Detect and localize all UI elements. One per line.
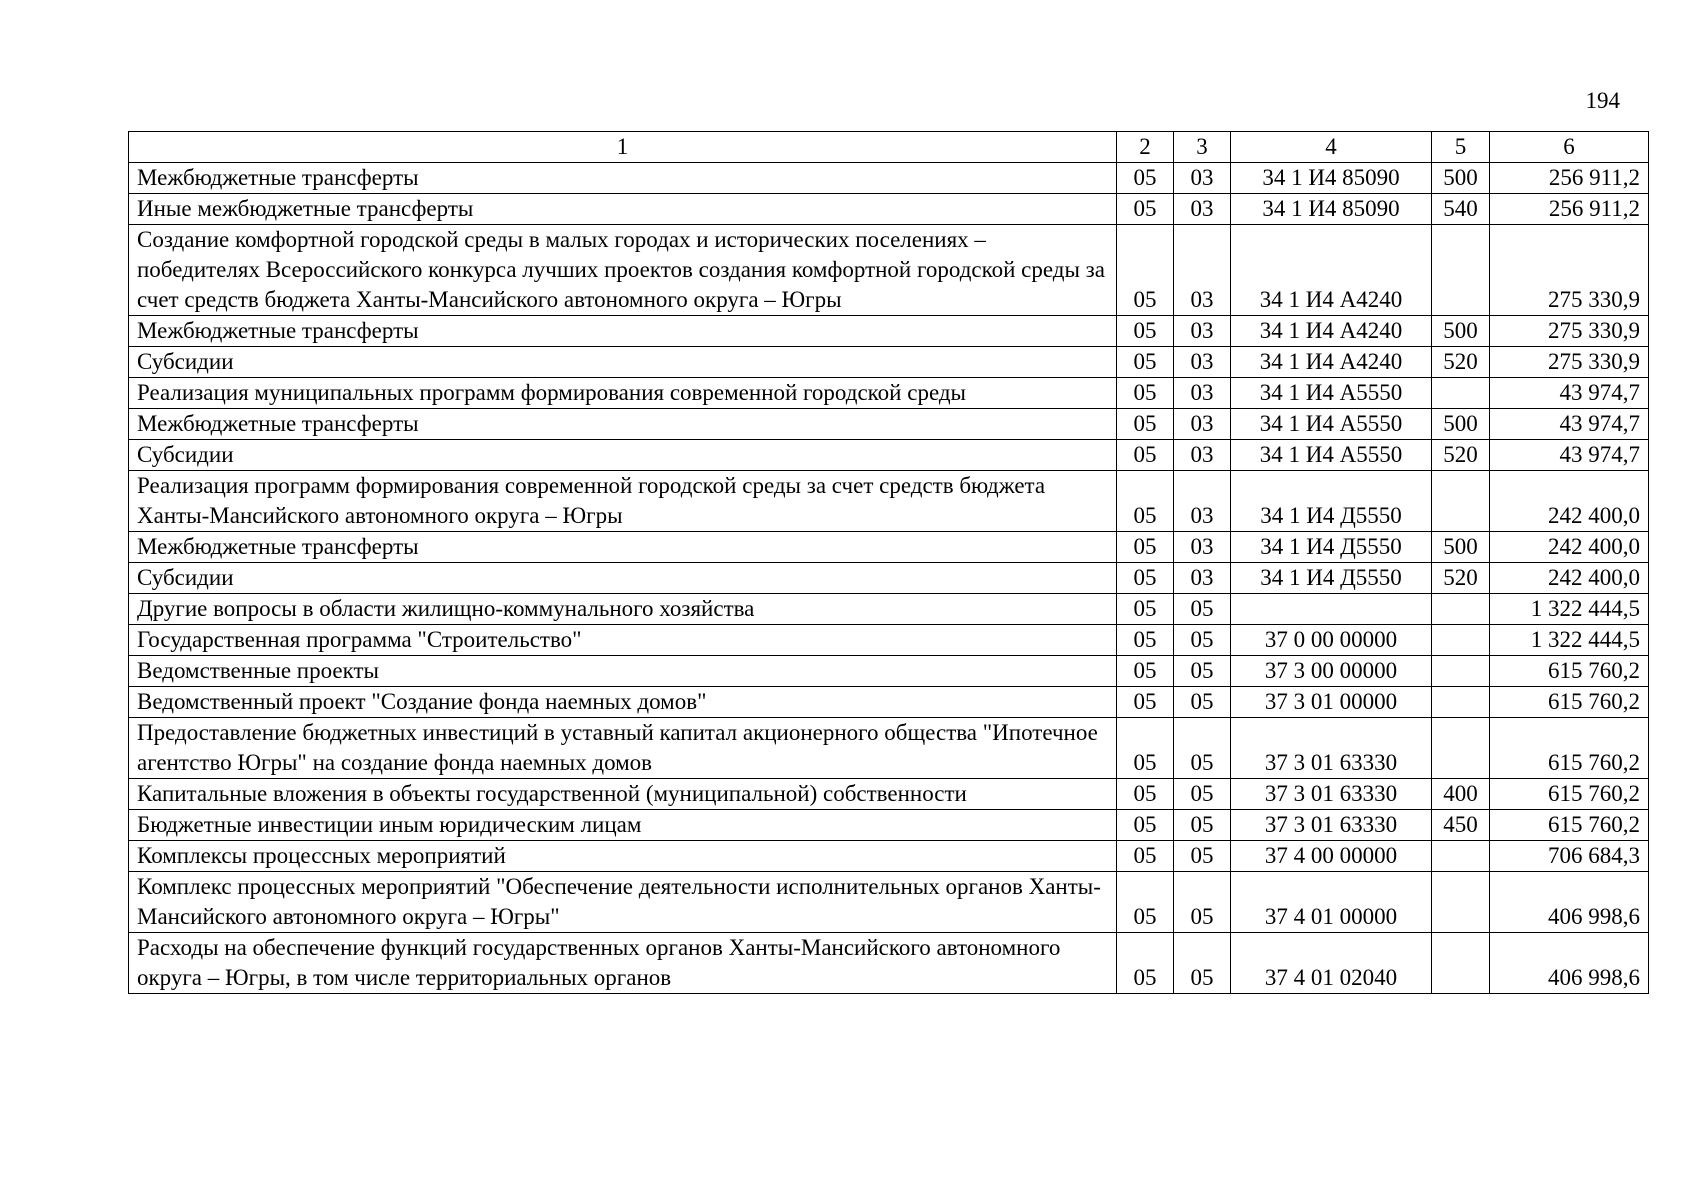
item-name: Предоставление бюджетных инвестиций в уставный капитал акционерного общества "Ипотечное агентство Югры" на создание фонда наемных домов bbox=[129, 718, 1117, 779]
amount: 615 760,2 bbox=[1490, 687, 1649, 718]
expense-type-code: 450 bbox=[1432, 810, 1490, 841]
table-row bbox=[129, 316, 1649, 347]
section-code: 05 bbox=[1117, 563, 1174, 594]
budget-table bbox=[128, 131, 1649, 994]
table-row bbox=[129, 563, 1649, 594]
section-code: 05 bbox=[1117, 378, 1174, 409]
amount: 1 322 444,5 bbox=[1490, 594, 1649, 625]
item-name: Субсидии bbox=[129, 563, 1117, 594]
subsection-code: 03 bbox=[1174, 194, 1231, 225]
target-article-code: 34 1 И4 А5550 bbox=[1231, 378, 1432, 409]
item-name: Государственная программа "Строительство" bbox=[129, 625, 1117, 656]
item-name: Межбюджетные трансферты bbox=[129, 409, 1117, 440]
expense-type-code bbox=[1432, 933, 1490, 994]
target-article-code: 34 1 И4 Д5550 bbox=[1231, 471, 1432, 532]
amount: 43 974,7 bbox=[1490, 409, 1649, 440]
section-code: 05 bbox=[1117, 471, 1174, 532]
section-code: 05 bbox=[1117, 194, 1174, 225]
subsection-code: 03 bbox=[1174, 163, 1231, 194]
item-name: Расходы на обеспечение функций государственных органов Ханты-Мансийского автономного округа – Югры, в том числе территориальных органов bbox=[129, 933, 1117, 994]
subsection-code: 05 bbox=[1174, 810, 1231, 841]
table-row bbox=[129, 933, 1649, 994]
subsection-code: 03 bbox=[1174, 563, 1231, 594]
amount: 242 400,0 bbox=[1490, 563, 1649, 594]
expense-type-code: 520 bbox=[1432, 440, 1490, 471]
amount: 256 911,2 bbox=[1490, 194, 1649, 225]
section-code: 05 bbox=[1117, 841, 1174, 872]
amount: 43 974,7 bbox=[1490, 440, 1649, 471]
amount: 615 760,2 bbox=[1490, 810, 1649, 841]
table-row bbox=[129, 471, 1649, 532]
header-row bbox=[129, 132, 1649, 163]
header-cell-4: 4 bbox=[1231, 132, 1432, 163]
amount: 615 760,2 bbox=[1490, 779, 1649, 810]
amount: 615 760,2 bbox=[1490, 656, 1649, 687]
subsection-code: 03 bbox=[1174, 440, 1231, 471]
item-name: Субсидии bbox=[129, 440, 1117, 471]
section-code: 05 bbox=[1117, 810, 1174, 841]
amount: 275 330,9 bbox=[1490, 316, 1649, 347]
amount: 406 998,6 bbox=[1490, 872, 1649, 933]
expense-type-code bbox=[1432, 687, 1490, 718]
item-name: Бюджетные инвестиции иным юридическим лицам bbox=[129, 810, 1117, 841]
subsection-code: 05 bbox=[1174, 933, 1231, 994]
section-code: 05 bbox=[1117, 163, 1174, 194]
item-name: Иные межбюджетные трансферты bbox=[129, 194, 1117, 225]
item-name: Реализация муниципальных программ формирования современной городской среды bbox=[129, 378, 1117, 409]
item-name: Капитальные вложения в объекты государственной (муниципальной) собственности bbox=[129, 779, 1117, 810]
target-article-code: 34 1 И4 85090 bbox=[1231, 163, 1432, 194]
target-article-code: 34 1 И4 А4240 bbox=[1231, 347, 1432, 378]
section-code: 05 bbox=[1117, 718, 1174, 779]
target-article-code: 37 4 01 00000 bbox=[1231, 872, 1432, 933]
section-code: 05 bbox=[1117, 933, 1174, 994]
expense-type-code: 500 bbox=[1432, 532, 1490, 563]
table-row bbox=[129, 194, 1649, 225]
section-code: 05 bbox=[1117, 594, 1174, 625]
target-article-code: 34 1 И4 А5550 bbox=[1231, 409, 1432, 440]
item-name: Реализация программ формирования современной городской среды за счет средств бюджета Ханты-Мансийского автономного округа – Югры bbox=[129, 471, 1117, 532]
table-row bbox=[129, 532, 1649, 563]
expense-type-code: 540 bbox=[1432, 194, 1490, 225]
target-article-code: 37 3 01 63330 bbox=[1231, 779, 1432, 810]
table-row bbox=[129, 347, 1649, 378]
table-row bbox=[129, 872, 1649, 933]
subsection-code: 03 bbox=[1174, 225, 1231, 316]
section-code: 05 bbox=[1117, 409, 1174, 440]
amount: 406 998,6 bbox=[1490, 933, 1649, 994]
section-code: 05 bbox=[1117, 316, 1174, 347]
target-article-code: 34 1 И4 Д5550 bbox=[1231, 563, 1432, 594]
subsection-code: 03 bbox=[1174, 378, 1231, 409]
target-article-code: 34 1 И4 85090 bbox=[1231, 194, 1432, 225]
section-code: 05 bbox=[1117, 532, 1174, 563]
item-name: Межбюджетные трансферты bbox=[129, 532, 1117, 563]
table-row bbox=[129, 810, 1649, 841]
item-name: Межбюджетные трансферты bbox=[129, 316, 1117, 347]
target-article-code: 37 4 01 02040 bbox=[1231, 933, 1432, 994]
table-row bbox=[129, 225, 1649, 316]
expense-type-code bbox=[1432, 625, 1490, 656]
header-cell-2: 2 bbox=[1117, 132, 1174, 163]
item-name: Субсидии bbox=[129, 347, 1117, 378]
subsection-code: 03 bbox=[1174, 409, 1231, 440]
expense-type-code: 500 bbox=[1432, 316, 1490, 347]
item-name: Ведомственные проекты bbox=[129, 656, 1117, 687]
target-article-code: 34 1 И4 Д5550 bbox=[1231, 532, 1432, 563]
section-code: 05 bbox=[1117, 440, 1174, 471]
subsection-code: 05 bbox=[1174, 656, 1231, 687]
header-cell-3: 3 bbox=[1174, 132, 1231, 163]
target-article-code bbox=[1231, 594, 1432, 625]
item-name: Комплекс процессных мероприятий "Обеспечение деятельности исполнительных органов Ханты-Мансийского автономного округа – Югры" bbox=[129, 872, 1117, 933]
subsection-code: 05 bbox=[1174, 687, 1231, 718]
table-row bbox=[129, 440, 1649, 471]
subsection-code: 03 bbox=[1174, 471, 1231, 532]
subsection-code: 05 bbox=[1174, 594, 1231, 625]
item-name: Комплексы процессных мероприятий bbox=[129, 841, 1117, 872]
expense-type-code bbox=[1432, 841, 1490, 872]
target-article-code: 37 3 01 63330 bbox=[1231, 718, 1432, 779]
amount: 706 684,3 bbox=[1490, 841, 1649, 872]
section-code: 05 bbox=[1117, 225, 1174, 316]
header-cell-5: 5 bbox=[1432, 132, 1490, 163]
page-number: 194 bbox=[1585, 88, 1620, 113]
amount: 242 400,0 bbox=[1490, 532, 1649, 563]
table-row bbox=[129, 594, 1649, 625]
target-article-code: 37 0 00 00000 bbox=[1231, 625, 1432, 656]
amount: 275 330,9 bbox=[1490, 225, 1649, 316]
table-row bbox=[129, 378, 1649, 409]
subsection-code: 05 bbox=[1174, 872, 1231, 933]
amount: 43 974,7 bbox=[1490, 378, 1649, 409]
section-code: 05 bbox=[1117, 687, 1174, 718]
table-row bbox=[129, 779, 1649, 810]
expense-type-code bbox=[1432, 471, 1490, 532]
amount: 615 760,2 bbox=[1490, 718, 1649, 779]
target-article-code: 34 1 И4 А4240 bbox=[1231, 225, 1432, 316]
section-code: 05 bbox=[1117, 625, 1174, 656]
table-row bbox=[129, 409, 1649, 440]
expense-type-code bbox=[1432, 718, 1490, 779]
subsection-code: 05 bbox=[1174, 718, 1231, 779]
expense-type-code bbox=[1432, 872, 1490, 933]
section-code: 05 bbox=[1117, 872, 1174, 933]
expense-type-code bbox=[1432, 225, 1490, 316]
table-row bbox=[129, 718, 1649, 779]
item-name: Ведомственный проект "Создание фонда наемных домов" bbox=[129, 687, 1117, 718]
expense-type-code: 500 bbox=[1432, 409, 1490, 440]
expense-type-code bbox=[1432, 594, 1490, 625]
table-row bbox=[129, 687, 1649, 718]
item-name: Создание комфортной городской среды в малых городах и исторических поселениях – победителях Всероссийского конкурса лучших проектов создания комфортной городской среды за счет средств бюджета Ханты-Мансийского автономного округа – Югры bbox=[129, 225, 1117, 316]
target-article-code: 37 4 00 00000 bbox=[1231, 841, 1432, 872]
table-row bbox=[129, 656, 1649, 687]
amount: 242 400,0 bbox=[1490, 471, 1649, 532]
table-row bbox=[129, 163, 1649, 194]
target-article-code: 34 1 И4 А4240 bbox=[1231, 316, 1432, 347]
amount: 1 322 444,5 bbox=[1490, 625, 1649, 656]
header-cell-6: 6 bbox=[1490, 132, 1649, 163]
item-name: Другие вопросы в области жилищно-коммунального хозяйства bbox=[129, 594, 1117, 625]
section-code: 05 bbox=[1117, 656, 1174, 687]
target-article-code: 34 1 И4 А5550 bbox=[1231, 440, 1432, 471]
subsection-code: 03 bbox=[1174, 316, 1231, 347]
expense-type-code: 400 bbox=[1432, 779, 1490, 810]
expense-type-code bbox=[1432, 378, 1490, 409]
target-article-code: 37 3 00 00000 bbox=[1231, 656, 1432, 687]
subsection-code: 05 bbox=[1174, 841, 1231, 872]
target-article-code: 37 3 01 00000 bbox=[1231, 687, 1432, 718]
expense-type-code: 500 bbox=[1432, 163, 1490, 194]
subsection-code: 03 bbox=[1174, 532, 1231, 563]
table-row bbox=[129, 625, 1649, 656]
target-article-code: 37 3 01 63330 bbox=[1231, 810, 1432, 841]
subsection-code: 05 bbox=[1174, 779, 1231, 810]
section-code: 05 bbox=[1117, 347, 1174, 378]
expense-type-code: 520 bbox=[1432, 347, 1490, 378]
header-cell-1: 1 bbox=[129, 132, 1117, 163]
table-row bbox=[129, 841, 1649, 872]
expense-type-code: 520 bbox=[1432, 563, 1490, 594]
expense-type-code bbox=[1432, 656, 1490, 687]
section-code: 05 bbox=[1117, 779, 1174, 810]
amount: 256 911,2 bbox=[1490, 163, 1649, 194]
item-name: Межбюджетные трансферты bbox=[129, 163, 1117, 194]
amount: 275 330,9 bbox=[1490, 347, 1649, 378]
subsection-code: 05 bbox=[1174, 625, 1231, 656]
subsection-code: 03 bbox=[1174, 347, 1231, 378]
